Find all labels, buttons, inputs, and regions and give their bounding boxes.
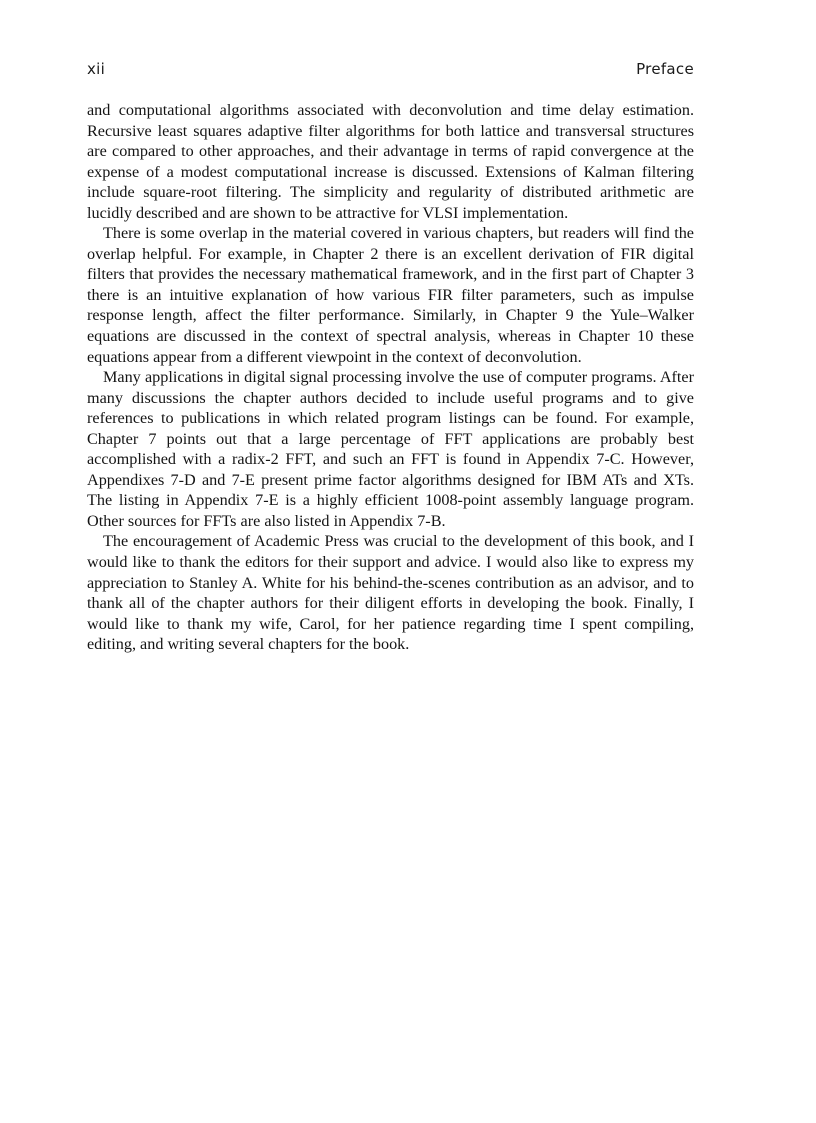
page-number: xii: [87, 60, 106, 78]
running-header: [87, 60, 694, 82]
paragraph-acknowledgments: The encouragement of Academic Press was crucial to the development of this book, and I would like to thank the editors for their support and advice. I would also like to express my appreciation to Stanley A. White for his behind-the-scenes contribution as an advisor, and to thank all of the chapter authors for their diligent efforts in developing the book. Finally, I would like to thank my wife, Carol, for her patience regarding time I spent compiling, editing, and writing several chapters for the book.: [87, 532, 694, 654]
paragraph-overlap: There is some overlap in the material covered in various chapters, but readers will find the overlap helpful. For example, in Chapter 2 there is an excellent derivation of FIR digital filters that provides the necessary mathematical framework, and in the first part of Chapter 3 there is an intuitive explanation of how various FIR filter parameters, such as impulse response length, affect the filter performance. Similarly, in Chapter 9 the Yule–Walker equations are discussed in the context of spectral analysis, whereas in Chapter 10 these equations appear from a different viewpoint in the context of deconvolution.: [87, 224, 694, 366]
section-title: Preface: [636, 60, 694, 78]
paragraph-continued: and computational algorithms associated with deconvolution and time delay estimation. Recursive least squares adaptive filter algorithms for both lattice and transversal structures are compared to other approaches, and their advantage in terms of rapid convergence at the expense of a modest computational increase is discussed. Extensions of Kalman filtering include square-root filtering. The simplicity and regularity of distributed arithmetic are lucidly described and are shown to be attractive for VLSI implementation.: [87, 101, 694, 222]
book-page: [87, 60, 694, 655]
paragraph-programs: Many applications in digital signal processing involve the use of computer programs. After many discussions the chapter authors decided to include useful programs and to give references to publications in which related program listings can be found. For example, Chapter 7 points out that a large percentage of FFT applications are probably best accomplished with a radix-2 FFT, and such an FFT is found in Appendix 7-C. However, Appendixes 7-D and 7-E present prime factor algorithms designed for IBM ATs and XTs. The listing in Appendix 7-E is a highly efficient 1008-point assembly language program. Other sources for FFTs are also listed in Appendix 7-B.: [87, 368, 694, 530]
preface-body: [87, 100, 694, 655]
